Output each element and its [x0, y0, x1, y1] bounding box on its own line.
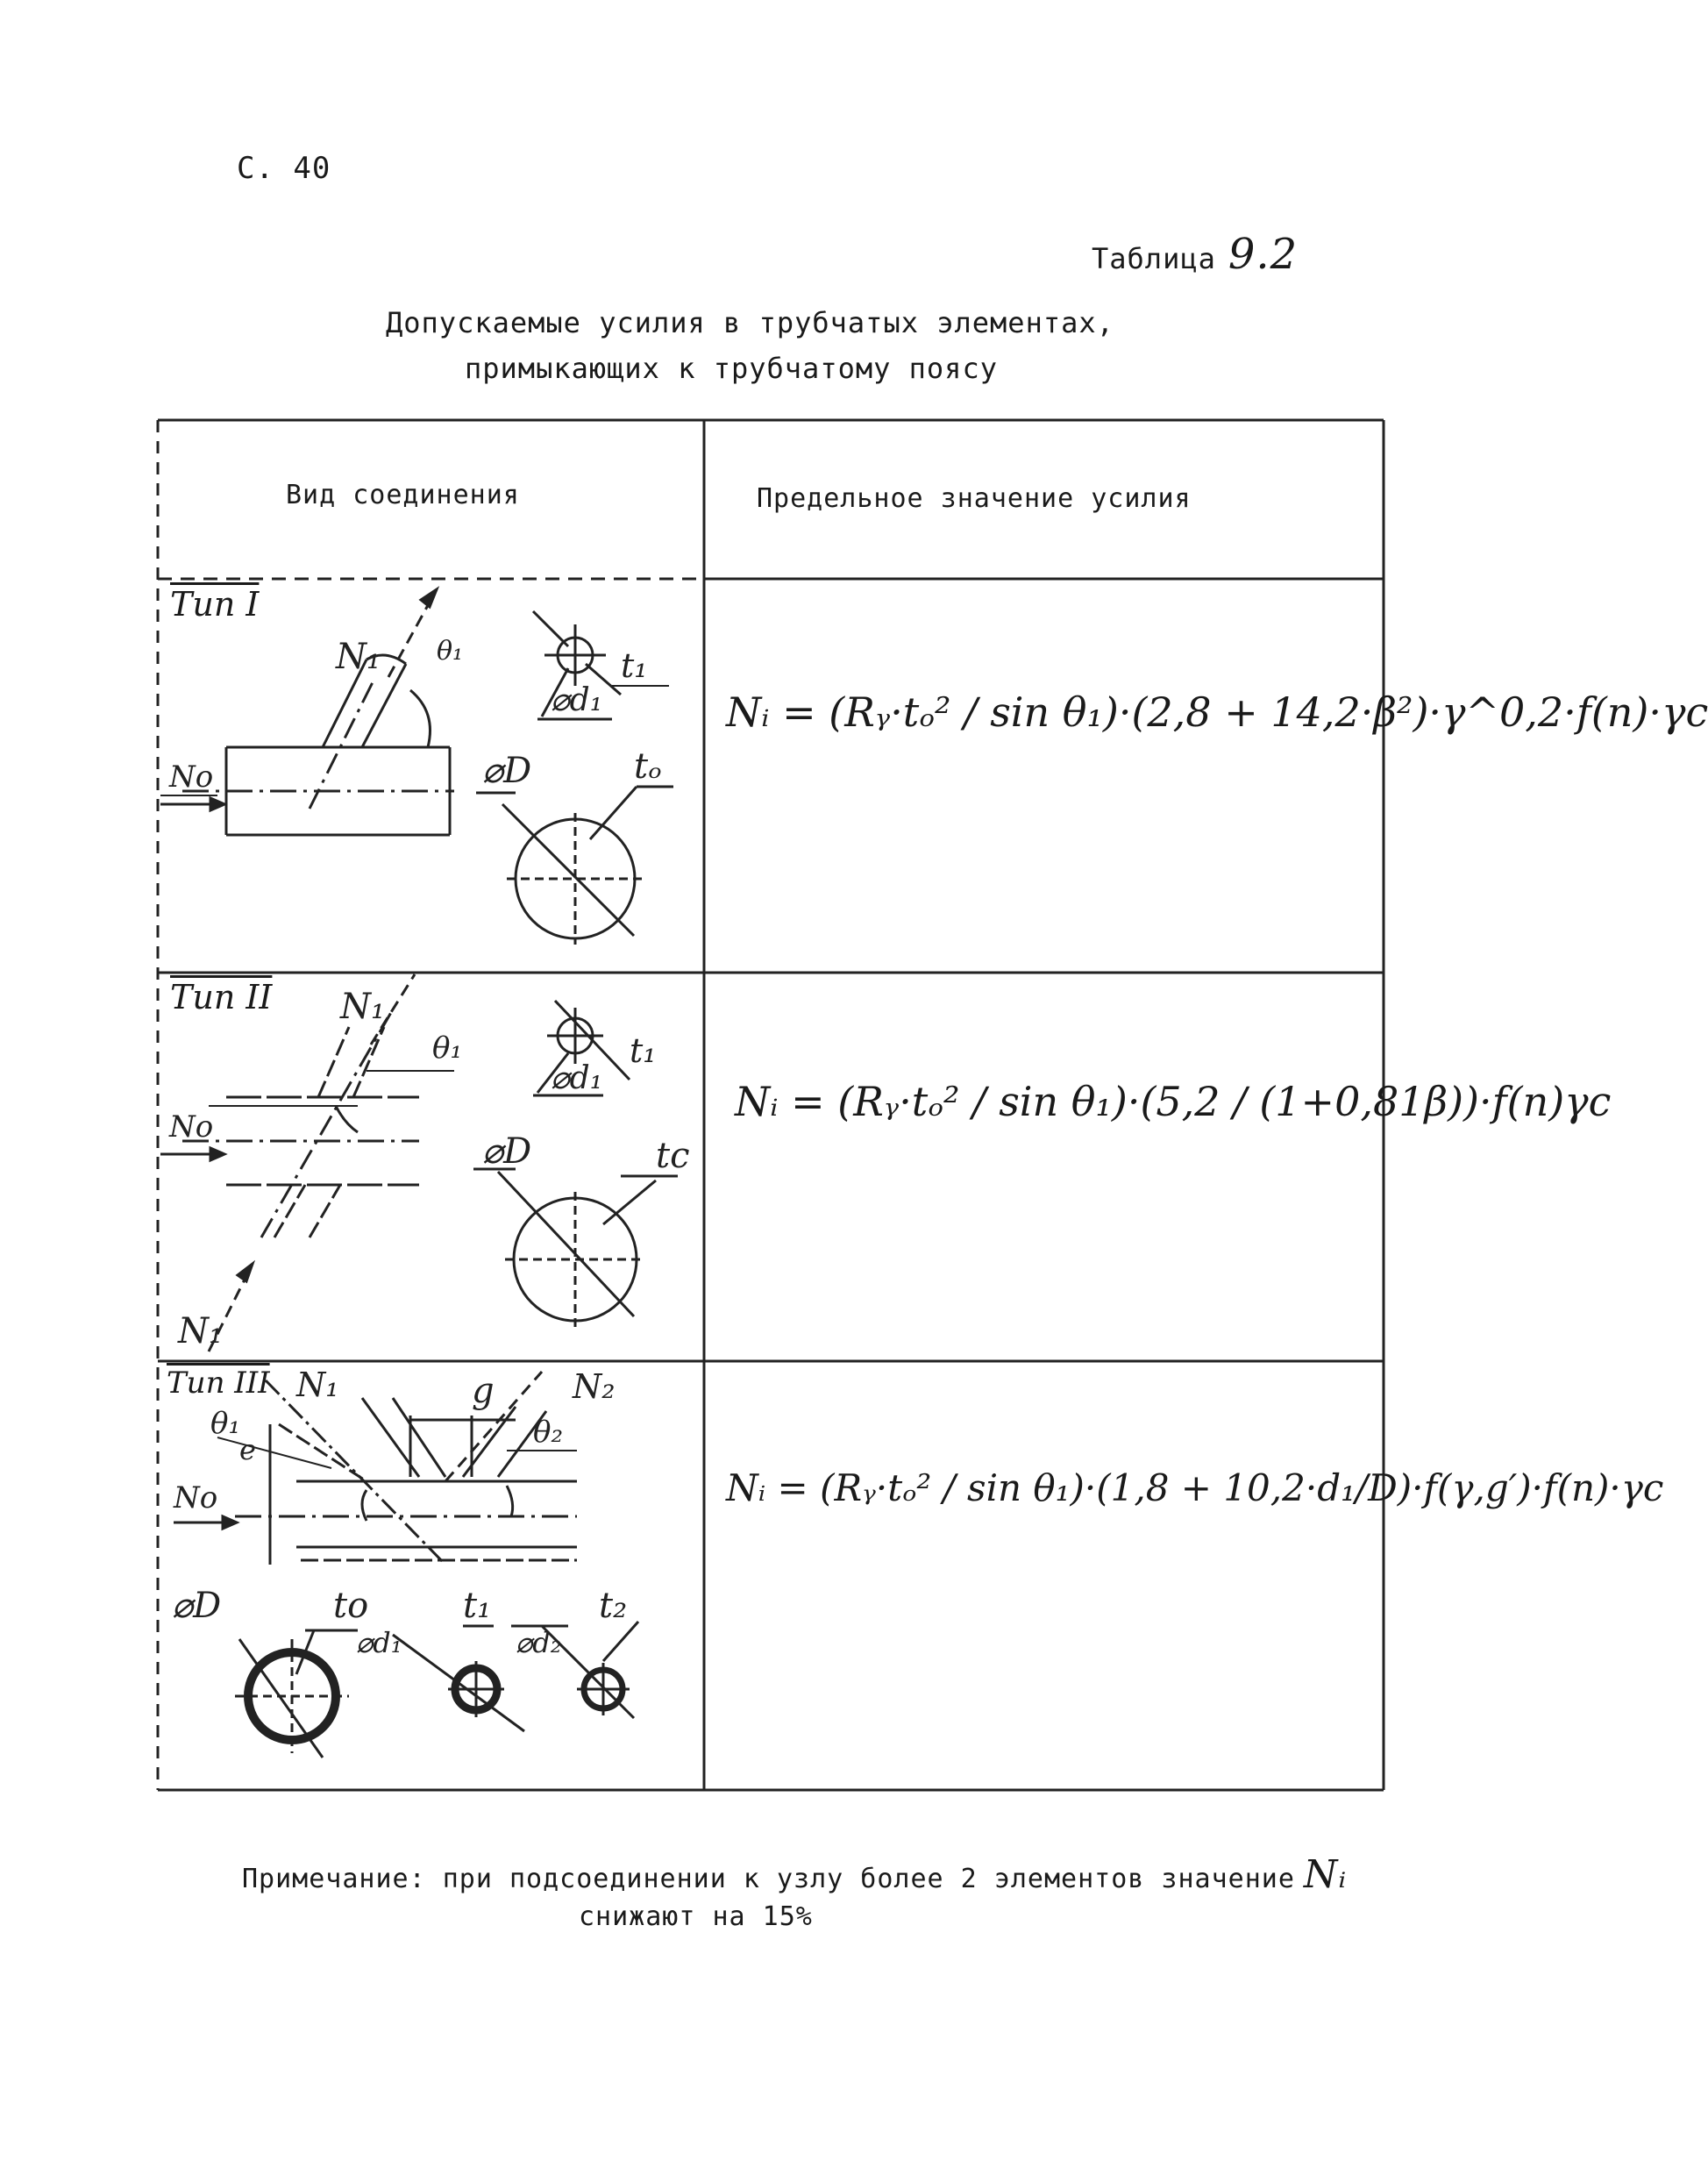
row1-label-n0: No: [169, 759, 214, 795]
row2-label-t1: t₁: [630, 1031, 657, 1070]
table-label-text: Таблица: [1092, 242, 1216, 275]
row3-label-t2: t₂: [599, 1586, 628, 1626]
row3-label-g: g: [472, 1371, 495, 1411]
table-title: [386, 300, 1175, 391]
row1-label-theta: θ₁: [437, 636, 464, 667]
row3-label-d2: ⌀d₂: [516, 1626, 562, 1659]
row2-label-n1: N₁: [340, 987, 386, 1027]
table-label: [1092, 230, 1298, 279]
footnote-symbol: Nᵢ: [1303, 1852, 1348, 1897]
table-title-line2: примыкающих к трубчатому поясу: [465, 352, 998, 385]
row3-formula: Nᵢ = (Rᵧ·tₒ² / sin θ₁)·(1,8 + 10,2·d₁/D)·f(γ,g′)·f(n)·γc: [726, 1466, 1664, 1509]
row1-label-n1: N₁: [336, 637, 381, 677]
row1-diagram: [156, 581, 704, 971]
row1-label-t0: tₒ: [634, 746, 662, 787]
table-number: 9.2: [1228, 230, 1299, 279]
page-number: С. 40: [237, 151, 331, 186]
row3-label-e: e: [239, 1433, 256, 1466]
table-title-line1: Допускаемые усилия в трубчатых элементах,: [386, 306, 1114, 339]
header-connection-type: Вид соединения: [286, 480, 520, 510]
row3-label-t1: t₁: [463, 1586, 492, 1626]
row1-label-D: ⌀D: [482, 751, 532, 791]
row2-formula: Nᵢ = (Rᵧ·tₒ² / sin θ₁)·(5,2 / (1+0,81β))·f(n)γc: [735, 1078, 1612, 1125]
row1-formula: Nᵢ = (Rᵧ·tₒ² / sin θ₁)·(2,8 + 14,2·β²)·γ^0,2·f(n)·γc: [726, 688, 1708, 736]
row3-label-theta2: θ₂: [533, 1415, 564, 1450]
header-limit-value: Предельное значение усилия: [757, 483, 1192, 514]
row3-type-label: Тип III: [167, 1366, 270, 1401]
row1-type-label: Тип I: [170, 585, 260, 624]
row2-type-label: Тип II: [170, 978, 273, 1016]
row2-label-t0: tc: [656, 1136, 690, 1176]
footnote-line1: Примечание: при подсоединении к узлу более 2 элементов значение: [242, 1864, 1295, 1894]
row1-label-t1: t₁: [621, 646, 648, 685]
row2-label-D: ⌀D: [482, 1131, 532, 1172]
row3-label-n2: N₂: [573, 1367, 616, 1406]
row2-label-n0: No: [169, 1109, 214, 1145]
row3-label-n0: No: [174, 1480, 218, 1515]
table: [156, 418, 1708, 1792]
row3-diagram: [156, 1363, 704, 1789]
row3-label-t0: to: [333, 1586, 369, 1626]
row2-label-theta: θ₁: [432, 1030, 463, 1066]
row2-label-n1b: N₁: [178, 1311, 224, 1351]
row2-label-d1: ⌀d₁: [551, 1060, 603, 1096]
row3-label-n1: N₁: [296, 1366, 339, 1404]
row3-label-D: ⌀D: [172, 1586, 222, 1626]
row1-label-d1: ⌀d₁: [551, 682, 603, 718]
row3-label-d1: ⌀d₁: [356, 1626, 402, 1659]
footnote: [242, 1852, 1347, 1897]
row2-diagram: [156, 974, 704, 1360]
row3-label-theta1: θ₁: [210, 1406, 241, 1441]
footnote-line2: снижают на 15%: [579, 1901, 813, 1932]
